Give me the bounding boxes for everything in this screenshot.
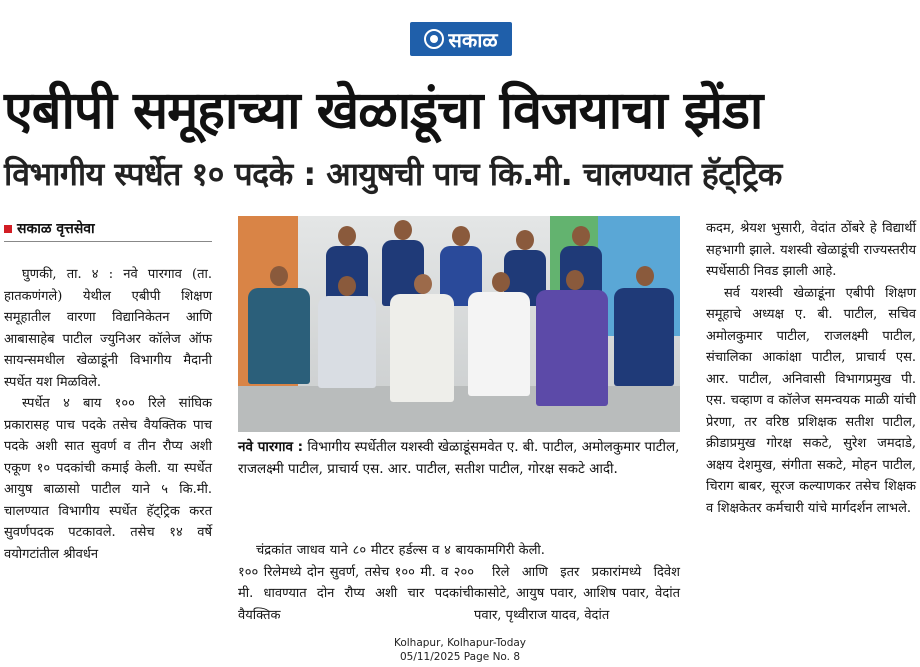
headline: एबीपी समूहाच्या खेळाडूंचा विजयाचा झेंडा <box>4 81 763 141</box>
group-photo <box>238 216 680 432</box>
subheadline: विभागीय स्पर्धेत १० पदके : आयुषची पाच कि.मी. चालण्यात हॅट्‌ट्रिक <box>4 155 782 193</box>
page-footer <box>340 636 580 666</box>
byline-text: सकाळ वृत्तसेवा <box>17 221 95 237</box>
photo-caption <box>238 436 680 480</box>
byline <box>4 218 212 242</box>
article-paragraph: घुणकी, ता. ४ : नवे पारगाव (ता. हातकणंगले) येथील एबीपी शिक्षण समूहातील वारणा विद्यानिकेतन आणि आबासाहेब पाटील ज्युनिअर कॉलेज ऑफ सायन्समधील खेळाडूंनी विभागीय मैदानी स्पर्धेत यश मिळविले. <box>4 267 212 390</box>
article-column-1 <box>4 264 212 565</box>
article-paragraph: कामगिरी केली. <box>474 543 545 558</box>
article-paragraph: सर्व यशस्वी खेळाडूंना एबीपी शिक्षण समूहाचे अध्यक्ष ए. बी. पाटील, सचिव अमोलकुमार पाटील, राजलक्ष्मी पाटील, संचालिका आकांक्षा पाटील, प्राचार्य एस. आर. पाटील, अनिवासी विभागप्रमुख पी. एस. चव्हाण व कॉलेज समन्वयक माळी यांची प्रेरणा, तर वरिष्ठ प्रशिक्षक सतीश पाटील, क्रीडाप्रमुख गोरक्ष सकटे, सुरेश जमदाडे, अक्षय देशमुख, संगीता सकटे, मोहन पाटील, चिराग बाबर, सूरज कल्याणकर तसेच शिक्षक व शिक्षकेतर कर्मचारी यांचे मार्गदर्शन लाभले. <box>706 285 916 516</box>
article-paragraph: कदम, श्रेयश भुसारी, वेदांत ठोंबरे हे विद्यार्थी सहभागी झाले. यशस्वी खेळाडूंची राज्यस्तरीय स्पर्धेसाठी निवड झाली आहे. <box>706 221 916 279</box>
footer-edition: Kolhapur, Kolhapur-Today <box>393 637 527 649</box>
byline-square-icon <box>4 225 12 233</box>
article-column-4 <box>706 218 916 519</box>
logo-text: सकाळ <box>448 27 498 52</box>
logo-emblem-icon <box>424 29 444 49</box>
caption-location: नवे पारगाव : <box>238 439 304 455</box>
caption-text: विभागीय स्पर्धेतील यशस्वी खेळाडूंसमवेत ए. बी. पाटील, अमोलकुमार पाटील, राजलक्ष्मी पाटील, प्राचार्य एस. आर. पाटील, सतीश पाटील, गोरक्ष सकटे आदी. <box>238 439 680 477</box>
article-paragraph: रिले आणि इतर प्रकारांमध्ये दिवेश कासोटे, आयुष पवार, आशिष पवार, वेदांत पवार, पृथ्वीराज यादव, वेदांत <box>474 564 680 623</box>
footer-date-page: 05/11/2025 Page No. 8 <box>399 651 521 663</box>
article-paragraph: स्पर्धेत ४ बाय १०० रिले सांघिक प्रकारासह पाच पदके तसेच वैयक्तिक पाच पदके अशी सात सुवर्ण व तीन रौप्य अशी एकूण १० पदकांची कमाई केली. या स्पर्धेत आयुष बाळासो पाटील याने ५ कि.मी. चालण्यात विभागीय स्पर्धेत हॅट्‌ट्रिक करत सुवर्णपदक पटकावले. तसेच १४ वर्षे वयोगटांतील श्रीवर्धन <box>4 396 212 562</box>
article-column-3 <box>474 540 680 626</box>
newspaper-logo <box>410 22 512 56</box>
article-paragraph: चंद्रकांत जाधव याने ८० मीटर हर्डल्स व ४ बाय १०० रिलेमध्ये दोन सुवर्ण, तसेच १०० मी. व २०० मी. धावण्यात दोन रौप्य अशी चार पदकांची वैयक्तिक <box>238 543 474 623</box>
article-column-2 <box>238 540 474 626</box>
